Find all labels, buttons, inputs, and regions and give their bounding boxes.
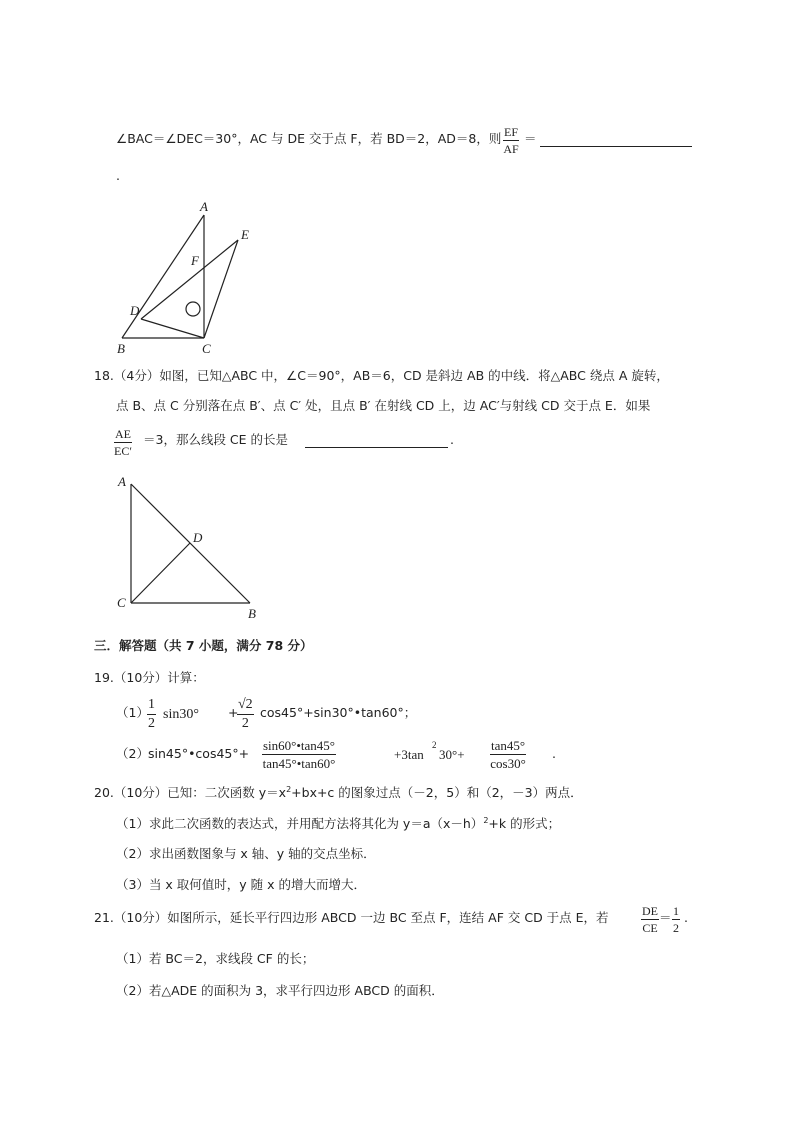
label-A: A — [200, 199, 208, 214]
label-C: C — [117, 595, 126, 610]
segment-EC — [204, 240, 238, 338]
q20-part1-a: （1）求此二次函数的表达式，并用配方法将其化为 y＝a（x－h） — [116, 816, 484, 832]
segment-AB — [122, 215, 204, 338]
q19-part2-superscript: 2 — [432, 740, 437, 750]
q19-part1-term1: sin30° — [163, 707, 199, 722]
section-title: 三．解答题（共 7 小题，满分 78 分） — [94, 638, 313, 653]
q19-part2-term3: 30°+ — [439, 747, 465, 762]
q19-part1-plus: + — [228, 705, 239, 720]
fraction-denominator: EC′ — [114, 444, 132, 458]
q18-answer-blank[interactable] — [305, 447, 448, 448]
q19-part2-end: . — [552, 746, 556, 761]
fraction-denominator: 2 — [673, 921, 679, 935]
q18-line-3: ＝3，那么线段 CE 的长是 — [143, 432, 289, 447]
q20-part1-b: +k 的形式； — [488, 816, 561, 832]
label-D: D — [130, 303, 140, 318]
fraction-numerator: EF — [504, 125, 519, 139]
q18-period: . — [450, 432, 454, 447]
q19-part2-fraction-1 — [262, 739, 336, 770]
q20-heading-b: +bx+c 的图象过点（－2，5）和（2，－3）两点． — [291, 785, 583, 801]
segment-CD — [131, 543, 190, 603]
q17-text: ∠BAC＝∠DEC＝30°，AC 与 DE 交于点 F，若 BD＝2，AD＝8，则 — [116, 131, 502, 146]
q18-line-2: 点 B、点 C 分别落在点 B′、点 C′ 处，且点 B′ 在射线 CD 上，边 AC′与射线 CD 交于点 E．如果 — [116, 398, 651, 413]
q17-fraction — [503, 126, 519, 155]
q19-heading: 19.（10分）计算： — [94, 670, 205, 685]
q17-answer-blank[interactable] — [540, 146, 692, 147]
q21-part2: （2）若△ADE 的面积为 3，求平行四边形 ABCD 的面积． — [116, 983, 444, 998]
q21-fraction-de-ce — [641, 905, 659, 934]
q19-part2-term1: sin45°•cos45°+ — [148, 746, 250, 761]
q21-fraction-half — [672, 905, 680, 934]
label-D: D — [193, 530, 203, 545]
fraction-numerator: AE — [115, 427, 131, 441]
q20-part1-sup: 2 — [483, 816, 489, 825]
q19-part1-fraction-half — [147, 698, 156, 731]
q21-equals: ＝ — [659, 910, 672, 925]
q19-part1-fraction-sqrt2 — [237, 698, 254, 731]
q17-figure — [105, 195, 275, 360]
segment-DC — [141, 319, 204, 338]
label-A: A — [118, 474, 126, 489]
q19-part1-term2: cos45°+sin30°•tan60°； — [260, 705, 417, 720]
label-B: B — [117, 341, 125, 356]
fraction-numerator: 1 — [147, 698, 156, 715]
q21-heading: 21.（10分）如图所示，延长平行四边形 ABCD 一边 BC 至点 F，连结 AF 交 CD 于点 E，若 — [94, 910, 609, 925]
q20-heading — [94, 786, 583, 800]
q20-part1 — [116, 817, 560, 831]
angle-marker-circle — [186, 302, 200, 316]
q19-part2-term2: +3tan — [394, 747, 424, 762]
q18-figure — [112, 470, 272, 625]
q20-heading-a: 20.（10分）已知：二次函数 y＝x — [94, 785, 287, 801]
q20-part2: （2）求出函数图象与 x 轴、y 轴的交点坐标． — [116, 846, 376, 861]
q21-part1: （1）若 BC＝2，求线段 CF 的长； — [116, 951, 315, 966]
q17-equals: ＝ — [524, 131, 537, 146]
q17-period: . — [116, 168, 120, 183]
fraction-numerator: √2 — [237, 698, 254, 715]
q18-line-1: 18.（4分）如图，已知△ABC 中，∠C＝90°，AB＝6，CD 是斜边 AB 的中线．将△ABC 绕点 A 旋转， — [94, 368, 669, 383]
label-E: E — [241, 227, 249, 242]
fraction-numerator: tan45° — [491, 738, 526, 753]
fraction-denominator: 2 — [148, 716, 155, 731]
fraction-denominator: cos30° — [490, 756, 526, 771]
fraction-denominator: AF — [503, 142, 519, 156]
q20-heading-sup: 2 — [286, 785, 292, 794]
fraction-numerator: 1 — [673, 904, 679, 918]
segment-DE — [141, 240, 238, 319]
fraction-denominator: 2 — [241, 716, 249, 731]
fraction-denominator: tan45°•tan60° — [262, 756, 336, 771]
fraction-numerator: sin60°•tan45° — [263, 738, 336, 753]
q18-fraction — [114, 428, 132, 457]
q19-part2-fraction-2 — [490, 739, 526, 770]
label-C: C — [202, 341, 211, 356]
q21-period: . — [684, 910, 688, 925]
fraction-numerator: DE — [642, 904, 658, 918]
q20-part3: （3）当 x 取何值时，y 随 x 的增大而增大． — [116, 877, 367, 892]
q19-part1-label: （1） — [116, 705, 149, 720]
q19-part2-label: （2） — [116, 746, 149, 761]
label-B: B — [248, 606, 256, 621]
fraction-denominator: CE — [642, 921, 658, 935]
label-F: F — [191, 253, 199, 268]
